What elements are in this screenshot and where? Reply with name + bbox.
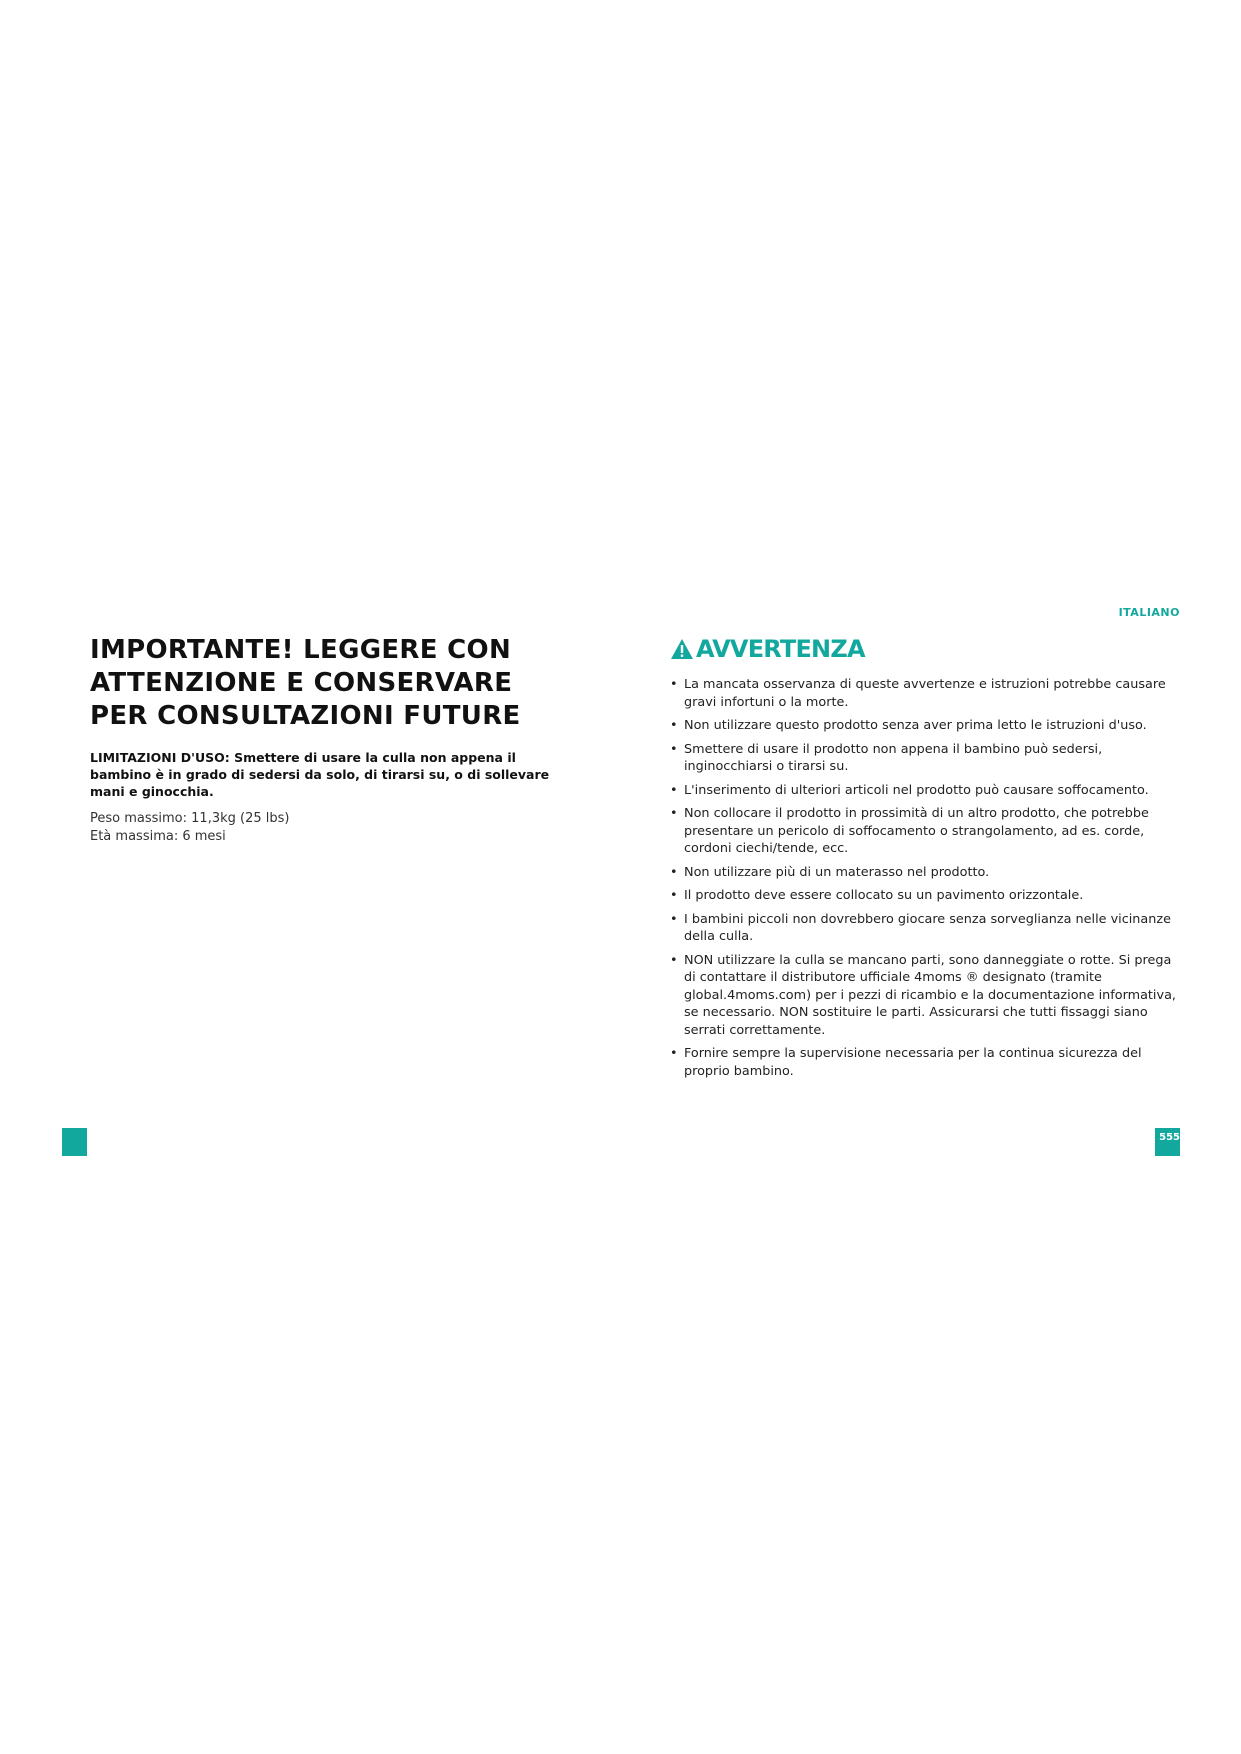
left-page-tab xyxy=(62,1128,87,1156)
list-item: • Smettere di usare il prodotto non appena il bambino può sedersi, inginocchiarsi o tirarsi su. xyxy=(670,741,1180,776)
page-number: 555 xyxy=(1155,1128,1180,1156)
list-item: • Non utilizzare questo prodotto senza aver prima letto le istruzioni d'uso. xyxy=(670,717,1180,735)
warning-list xyxy=(670,676,1180,1080)
title-line-3: PER CONSULTAZIONI FUTURE xyxy=(90,701,521,731)
list-item: • Fornire sempre la supervisione necessaria per la continua sicurezza del proprio bambino. xyxy=(670,1045,1180,1080)
list-item: • L'inserimento di ulteriori articoli nel prodotto può causare soffocamento. xyxy=(670,782,1180,800)
manual-spread xyxy=(62,590,1180,1180)
warning-title: AVVERTENZA xyxy=(696,635,865,663)
product-specs xyxy=(90,810,560,846)
max-weight: Peso massimo: 11,3kg (25 lbs) xyxy=(90,811,290,826)
title-line-2: ATTENZIONE E CONSERVARE xyxy=(90,668,513,698)
list-item: • NON utilizzare la culla se mancano parti, sono danneggiate o rotte. Si prega di contattare il distributore ufficiale 4moms ® designato (tramite global.4moms.com) per i pezzi di ricambio e la documentazione informativa, se necessario. NON sostituire le parti. Assicurarsi che tutti fissaggi siano serrati correttamente. xyxy=(670,952,1180,1040)
left-page xyxy=(90,634,560,846)
title-line-1: IMPORTANTE! LEGGERE CON xyxy=(90,635,512,665)
list-item: • La mancata osservanza di queste avvertenze e istruzioni potrebbe causare gravi infortuni o la morte. xyxy=(670,676,1180,711)
right-page xyxy=(670,634,1180,1086)
list-item: • I bambini piccoli non dovrebbero giocare senza sorveglianza nelle vicinanze della culla. xyxy=(670,911,1180,946)
warning-triangle-icon xyxy=(670,638,694,660)
list-item: • Il prodotto deve essere collocato su un pavimento orizzontale. xyxy=(670,887,1180,905)
warning-heading xyxy=(670,634,1180,664)
list-item: • Non collocare il prodotto in prossimità di un altro prodotto, che potrebbe presentare un pericolo di soffocamento o strangolamento, ad es. corde, cordoni ciechi/tende, ecc. xyxy=(670,805,1180,858)
language-label: ITALIANO xyxy=(1118,606,1180,619)
list-item: • Non utilizzare più di un materasso nel prodotto. xyxy=(670,864,1180,882)
max-age: Età massima: 6 mesi xyxy=(90,829,226,844)
page-title xyxy=(90,634,560,733)
usage-limitations: LIMITAZIONI D'USO: Smettere di usare la culla non appena il bambino è in grado di sedersi da solo, di tirarsi su, o di sollevare mani e ginocchia. xyxy=(90,750,550,799)
